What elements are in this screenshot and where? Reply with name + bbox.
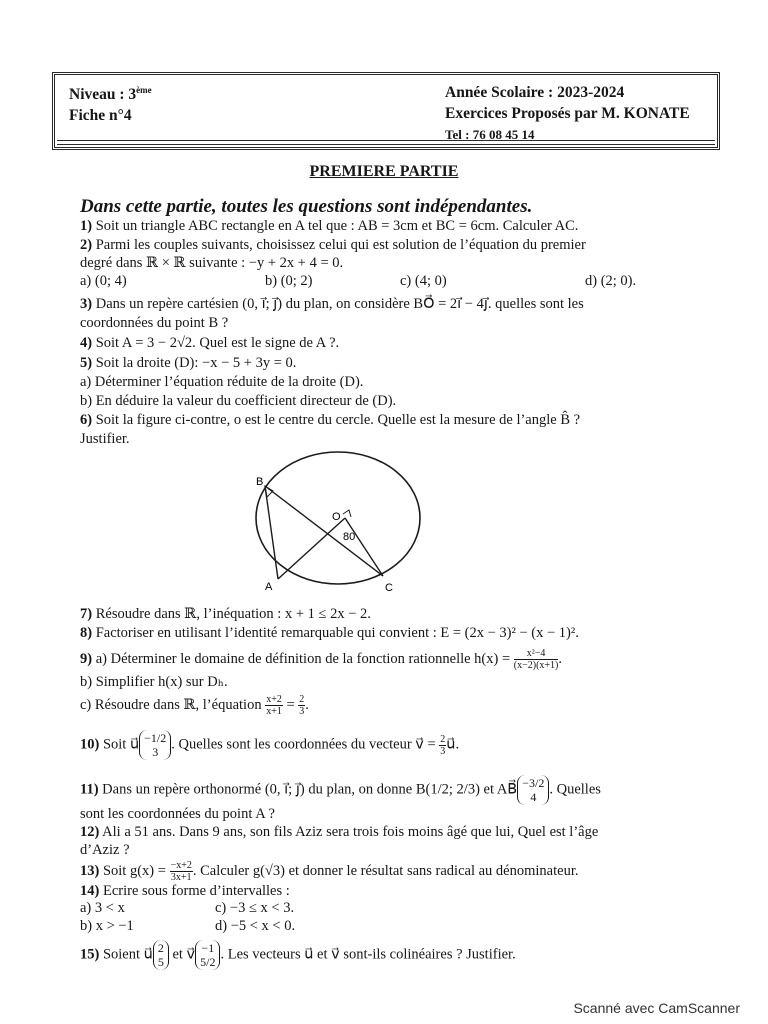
question-4: 4) Soit A = 3 − 2√2. Quel est le signe de A ?.	[80, 335, 340, 351]
question-14: 14) Ecrire sous forme d’intervalles :	[80, 883, 290, 899]
level-sup: ème	[136, 84, 152, 95]
question-3-cont: coordonnées du point B ?	[80, 315, 229, 331]
q14-option-d: d) −5 < x < 0.	[215, 918, 296, 934]
question-5b: b) En déduire la valeur du coefficient directeur de (D).	[80, 393, 397, 409]
q14-option-b: b) x > −1	[80, 918, 134, 934]
label-c: C	[385, 582, 393, 594]
circle-figure	[245, 448, 425, 598]
subtitle: Dans cette partie, toutes les questions sont indépendantes.	[80, 196, 533, 217]
author: Exercices Proposés par M. KONATE	[445, 105, 690, 122]
vector-u2: 2 5	[153, 940, 169, 970]
sheet-number: Fiche n°4	[69, 107, 132, 124]
question-12-cont: d’Aziz ?	[80, 842, 130, 858]
q2-option-a: a) (0; 4)	[80, 273, 127, 289]
question-13: 13) Soit g(x) = $\frac{-x+2}{3x+1}$ . Calculer g(√3) et donner le résultat sans radical au dénominateur.	[80, 860, 579, 883]
question-7: 7) Résoudre dans ℝ, l’inéquation : x + 1 ≤ 2x − 2.	[80, 606, 371, 622]
segment-bc	[265, 486, 383, 576]
q2-option-b: b) (0; 2)	[265, 273, 313, 289]
label-b: B	[256, 476, 264, 488]
question-5: 5) Soit la droite (D): −x − 5 + 3y = 0.	[80, 355, 297, 371]
question-9c: c) Résoudre dans ℝ, l’équation $\frac{x+2}{x+1}$ = $\frac{2}{3}$ .	[80, 694, 309, 717]
question-9b: b) Simplifier h(x) sur Dₕ.	[80, 674, 228, 690]
segment-oc	[345, 518, 383, 576]
angle-mark-o	[343, 510, 351, 517]
question-2-cont: degré dans ℝ × ℝ suivante : −y + 2x + 4 = 0.	[80, 255, 344, 271]
q14-option-c: c) −3 ≤ x < 3.	[215, 900, 295, 916]
header-box	[52, 72, 720, 150]
question-12: 12) Ali a 51 ans. Dans 9 ans, son fils Aziz sera trois fois moins âgé que lui, Quel est l’âge	[80, 824, 599, 840]
question-6-cont: Justifier.	[80, 431, 130, 447]
vector-u: −1/2 3	[139, 730, 171, 760]
label-o: O	[332, 511, 341, 523]
question-2: 2) Parmi les couples suivants, choisissez celui qui est solution de l’équation du premier	[80, 237, 586, 253]
vector-v: −1 5/2	[195, 940, 220, 970]
question-5a: a) Déterminer l’équation réduite de la droite (D).	[80, 374, 364, 390]
question-8: 8) Factoriser en utilisant l’identité remarquable qui convient : E = (2x − 3)² − (x − 1)².	[80, 625, 579, 641]
question-6: 6) Soit la figure ci-contre, o est le centre du cercle. Quelle est la mesure de l’angle B̂ ?	[80, 412, 581, 428]
question-15: 15) Soient u⃗ 2 5 et v⃗ −1 5/2 . Les vecteurs u⃗ et v⃗ sont-ils colinéaires ? Justifier.	[80, 941, 516, 969]
header-right	[445, 82, 690, 145]
phone: Tel : 76 08 45 14	[445, 127, 535, 142]
angle-value: 80	[343, 531, 356, 543]
q14-option-a: a) 3 < x	[80, 900, 125, 916]
q9-fraction: $\frac{\text{x²−4}}{(x-2)(x+1)}$	[513, 648, 559, 671]
section-title: PREMIERE PARTIE	[309, 163, 459, 180]
scanner-watermark: Scanné avec CamScanner	[573, 1000, 740, 1016]
question-11-cont: sont les coordonnées du point A ?	[80, 806, 275, 822]
question-1: 1) Soit un triangle ABC rectangle en A tel que : AB = 3cm et BC = 6cm. Calculer AC.	[80, 218, 579, 234]
question-11: 11) Dans un repère orthonormé (0, i⃗; j⃗) du plan, on donne B(1/2; 2/3) et AB⃗ −3/2 4 . Quelles	[80, 776, 601, 804]
question-9: 9) a) Déterminer le domaine de définition de la fonction rationnelle h(x) = $\frac{\text{x²−4}}{(x-2)(x+1)}$ .	[80, 648, 563, 671]
q2-option-d: d) (2; 0).	[585, 273, 637, 289]
segment-ba	[265, 486, 278, 579]
school-year: Année Scolaire : 2023-2024	[445, 84, 625, 101]
label-a: A	[265, 581, 273, 593]
question-3: 3) Dans un repère cartésien (0, i⃗; j⃗) du plan, on considère BO⃗ = 2i⃗ − 4j⃗. quelles sont les	[80, 296, 584, 312]
segment-ao	[278, 518, 345, 579]
q2-option-c: c) (4; 0)	[400, 273, 447, 289]
vector-ab: −3/2 4	[517, 775, 549, 805]
question-10: 10) Soit u⃗ −1/2 3 . Quelles sont les coordonnées du vecteur v⃗ = $\frac{2}{3}$ u⃗.	[80, 731, 460, 759]
header-left	[69, 84, 152, 126]
level: Niveau : 3	[69, 86, 137, 103]
